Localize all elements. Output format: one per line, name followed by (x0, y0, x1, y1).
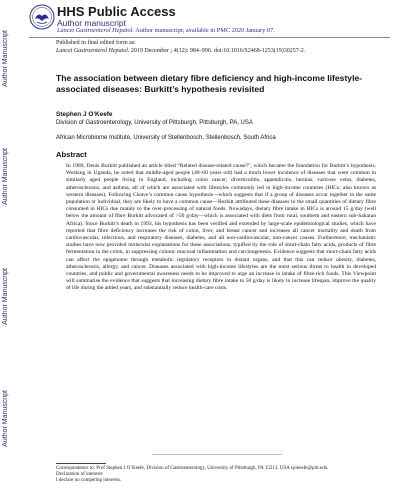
hhs-header (29, 4, 389, 34)
author-affiliation: Division of Gastroenterology, University of Pittsburgh, Pittsburgh, PA, USA (56, 120, 253, 126)
footnotes (56, 466, 376, 485)
abstract-heading: Abstract (56, 150, 87, 159)
hhs-eagle-seal-icon (29, 4, 55, 30)
publication-metadata (56, 40, 376, 55)
published-in-label: Published in final edited form as: (56, 40, 136, 46)
hhs-title: HHS Public Access (57, 4, 176, 19)
availability-text: Author manuscript; available in PMC 2020 January 07. (134, 27, 275, 34)
footnote-divider (56, 463, 106, 464)
hhs-journal-line (57, 27, 387, 34)
section-divider (152, 454, 282, 455)
citation-details[interactable]: 2019 December ; 4(12): 984–996. doi:10.1016/S2468-1253(19)30257-2. (129, 47, 306, 54)
side-label-author-manuscript: Author Manuscript (2, 268, 9, 325)
hhs-subtitle: Author manuscript (57, 18, 126, 28)
side-label-author-manuscript: Author Manuscript (2, 390, 9, 447)
abstract-body: In 1969, Denis Burkitt published an article titled “Related disease-related cause?”, which became the foundation for Burkitt’s hypothesis. Working in Uganda, he noted that middle-aged people (40–60 years old) had a much lower incidence of diseases that were common in similarly aged people living in England, including colon cancer, diverticulitis, appendicitis, hernias, varicose veins, diabetes, atherosclerosis, and asthma, all of which are associated with lifestyles commonly led in high-income countries (HICs; also known as western diseases). Following Cleave’s common cause hypothesis—which suggests that if a group of diseases occur together in the same population or individual, they are likely to have a common cause—Burkitt attributed these diseases to the small quantities of dietary fibre consumed in HICs due mainly to the over-processing of natural foods. Nowadays, dietary fibre intake in HICs is around 15 g/day (well below the amount of fibre Burkitt advocated of >50 g/day—which is associated with diets from rural, southern and eastern sub-Saharan Africa). Since Burkitt’s death in 1993, his hypothesis has been verified and extended by large-scale epidemiological studies, which have reported that fibre deficiency increases the risk of colon, liver, and breast cancer and increases all cancer mortality and death from cardiovascular, infectious, and respiratory diseases, diabetes, and all non-cardiovascular, non-cancer causes. Furthermore, mechanistic studies have now provided molecular explanations for these associations, typified by the role of short-chain fatty acids, products of fibre fermentation in the colon, in suppressing colonic mucosal inflammation and carcinogenesis. Evidence suggests that short-chain fatty acids can affect the epigenome through metabolic regulatory receptors in distant organs, and that this can reduce obesity, diabetes, atherosclerosis, allergy, and cancer. Diseases associated with high-income lifestyles are the most serious threat to health in developed countries, and public and governmental awareness needs to be improved to urge an increase in intake of fibre-rich foods. This Viewpoint will summarise the evidence that suggests that increasing dietary fibre intake to 50 g/day is likely to increase lifespan, improve the quality of life during the added years, and substantially reduce health-care costs. (66, 163, 376, 292)
declaration-heading: Declaration of interests (56, 472, 103, 478)
author-name: Stephen J O’Keefe (56, 111, 113, 118)
journal-name[interactable]: Lancet Gastroenterol Hepatol. (57, 27, 135, 34)
author-affiliation: African Microbiome Institute, University of Stellenbosch, Stellenbosch, South Africa (56, 135, 276, 141)
side-label-author-manuscript: Author Manuscript (2, 148, 9, 205)
article-title: The association between dietary fibre deficiency and high-income lifestyle-associated diseases: Burkitt’s hypothesis revisited (56, 73, 363, 94)
correspondence-note[interactable]: Correspondence to: Prof Stephen J O’Keefe, Division of Gastroenterology, University of Pittsburgh, PA 15213, USA sjokeefe@pitt.edu. (56, 466, 329, 471)
citation-journal: Lancet Gastroenterol Hepatol. (56, 47, 130, 54)
citation-line (56, 48, 376, 56)
header-divider (29, 37, 390, 38)
side-label-author-manuscript: Author Manuscript (2, 30, 9, 87)
declaration-text: I declare no competing interests. (56, 478, 122, 484)
